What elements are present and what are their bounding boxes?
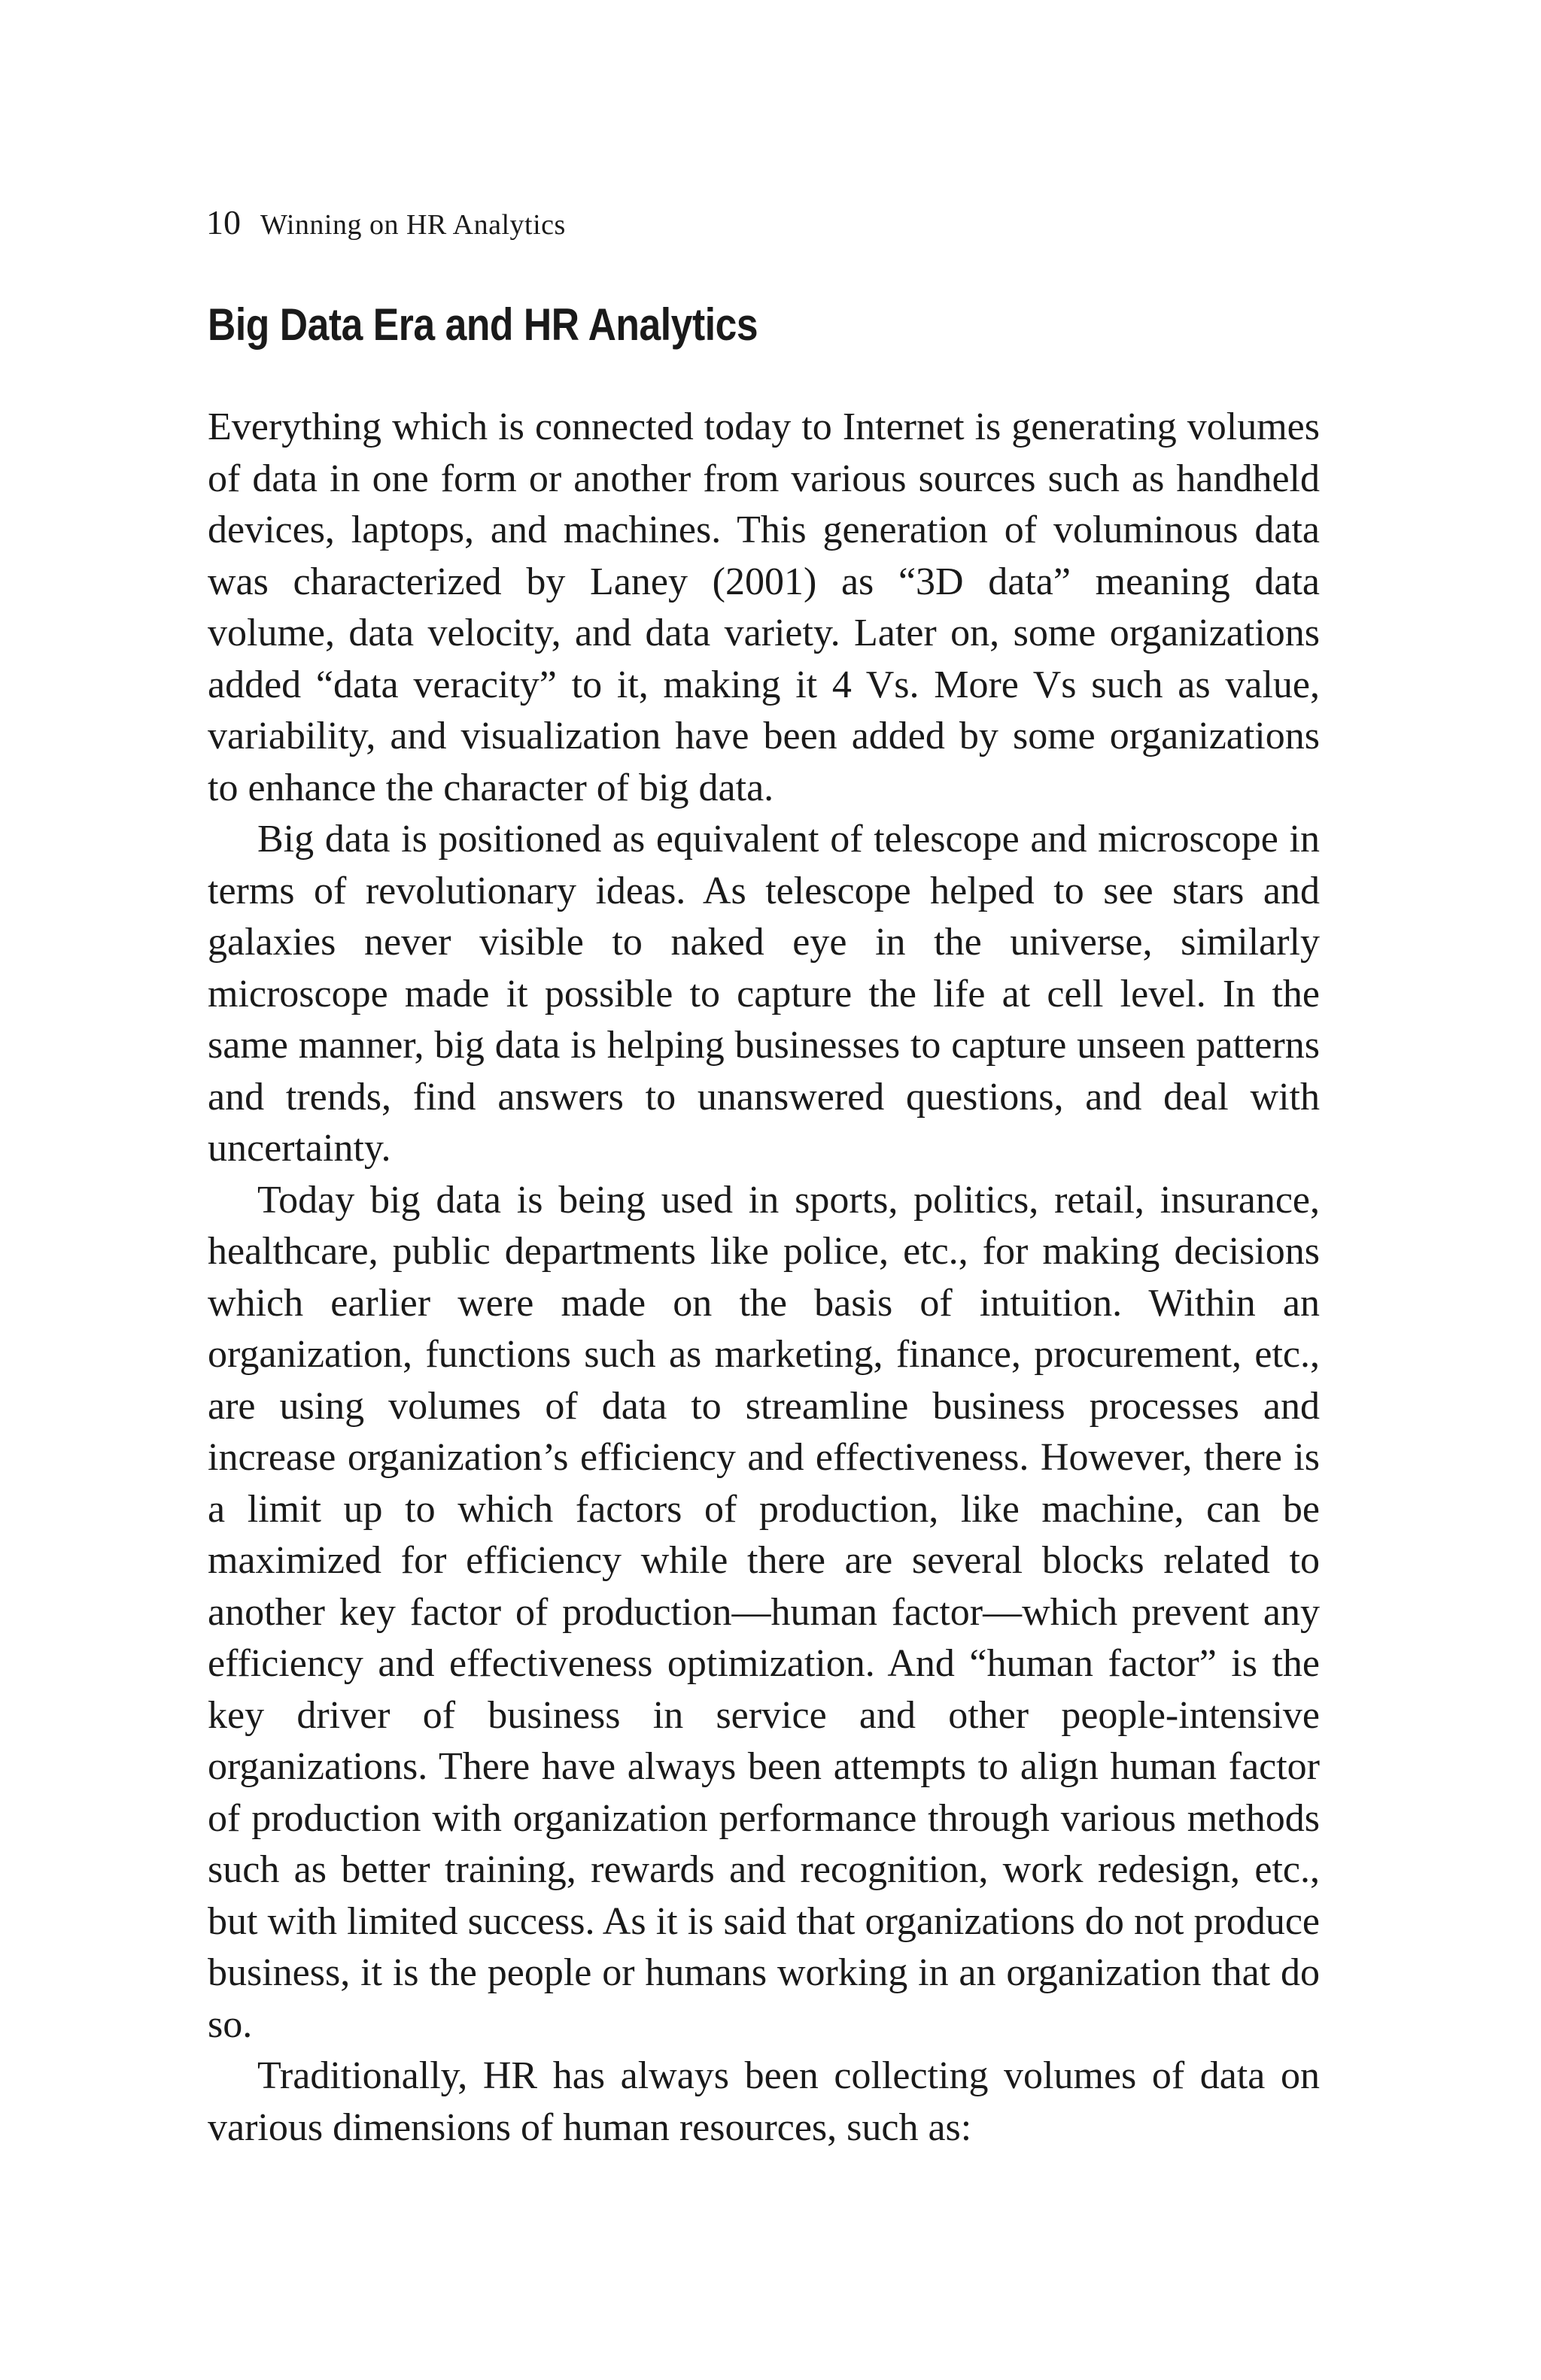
- body-text: [208, 402, 1320, 2154]
- section-heading: Big Data Era and HR Analytics: [208, 299, 758, 350]
- page-number: 10: [206, 203, 241, 241]
- running-header: [206, 203, 566, 244]
- paragraph: Everything which is connected today to Internet is generating volumes of data in one form or another from various sources such as handheld devices, laptops, and machines. This generation of voluminous data was characterized by Laney (2001) as “3D data” meaning data volume, data velocity, and data variety. Later on, some organizations added “data veracity” to it, making it 4 Vs. More Vs such as value, variability, and visualization have been added by some organizations to enhance the character of big data.: [208, 405, 1320, 809]
- paragraph: Traditionally, HR has always been collecting volumes of data on various dimensions of human resources, such as:: [208, 2054, 1320, 2149]
- paragraph: Big data is positioned as equivalent of telescope and microscope in terms of revolutionary ideas. As telescope helped to see stars and galaxies never visible to naked eye in the universe, similarly microscope made it possible to capture the life at cell level. In the same manner, big data is helping businesses to capture unseen patterns and trends, find answers to unanswered questions, and deal with uncertainty.: [208, 818, 1320, 1170]
- book-title: Winning on HR Analytics: [260, 209, 566, 241]
- paragraph: Today big data is being used in sports, politics, retail, insurance, healthcare, public departments like police, etc., for making decisions which earlier were made on the basis of intuition. Within an organization, functions such as marketing, finance, procurement, etc., are using volumes of data to streamline business processes and increase organization’s efficiency and effectiveness. However, there is a limit up to which factors of production, like machine, can be maximized for efficiency while there are several blocks related to another key factor of production—human factor—which prevent any efficiency and effectiveness optimization. And “human factor” is the key driver of business in service and other people-intensive organizations. There have always been attempts to align human factor of production with organization performance through various methods such as better training, rewards and recognition, work redesign, etc., but with limited success. As it is said that organizations do not produce business, it is the people or humans working in an organization that do so.: [208, 1178, 1320, 2046]
